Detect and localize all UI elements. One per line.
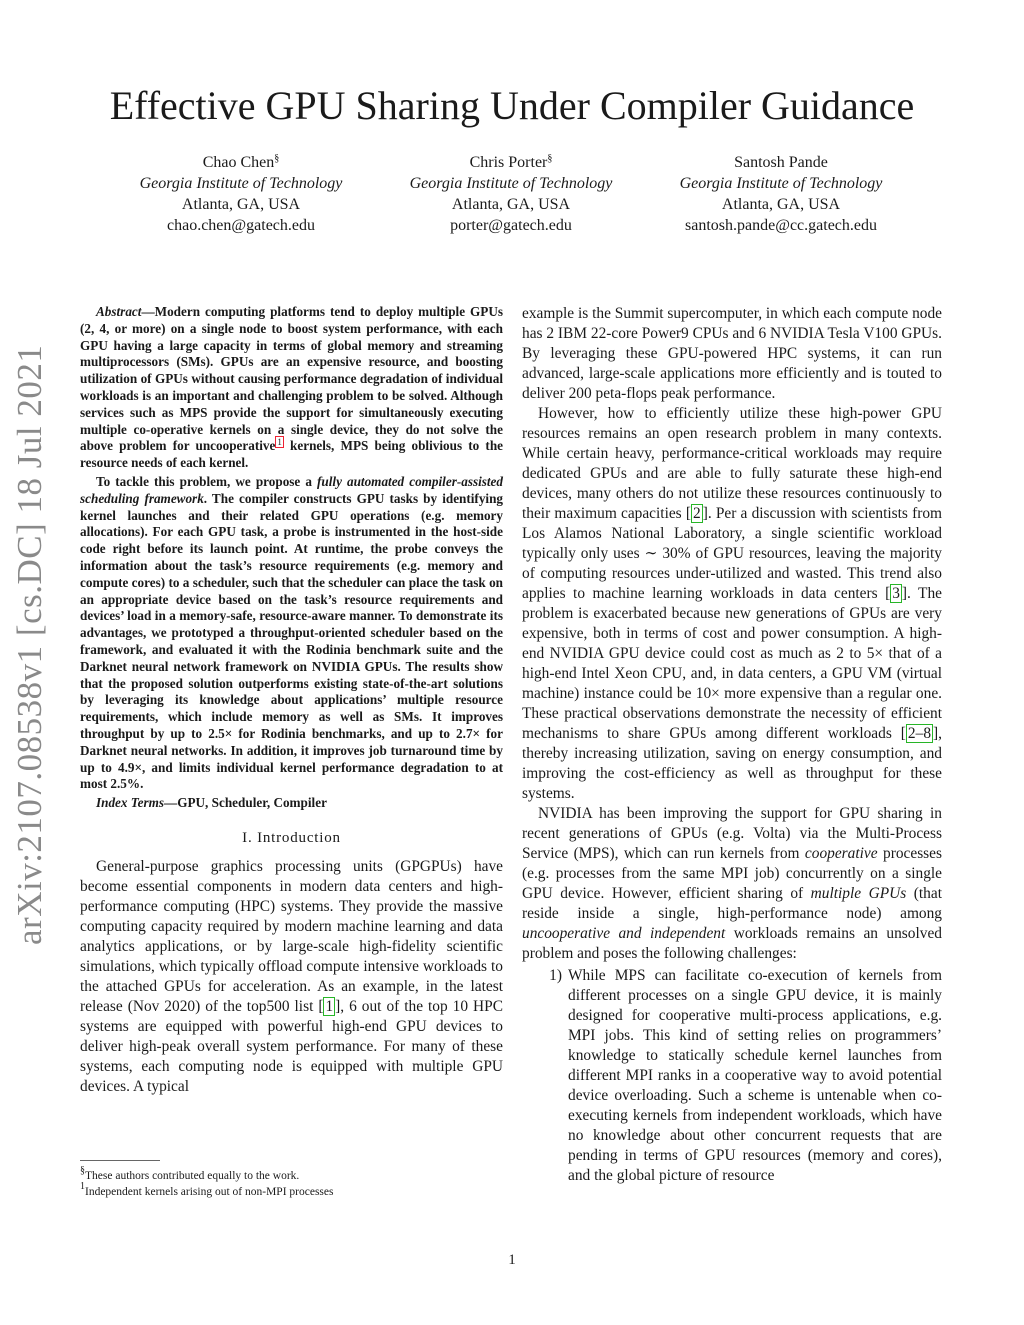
left-column: [80, 304, 503, 1097]
abstract-paragraph-2: To tackle this problem, we propose a fully automated compiler-assisted scheduling framework. The compiler constructs GPU tasks by identifying kernel launches and their related GPU operations (e.g. memory allocations). For each GPU task, a probe is instrumented in the host-side code right before its launch point. At runtime, the probe conveys the information about the task’s resource requirements (e.g. memory and compute cores) to a scheduler, such that the scheduler can place the task on an appropriate device based on the task’s resource requirements and devices’ load in a memory-safe, resource-aware manner. To demonstrate its advantages, we prototyped a throughput-oriented scheduler based on the framework, and evaluated it with the Rodinia benchmark suite and the Darknet neural network framework on NVIDIA GPUs. The results show that the proposed solution outperforms existing state-of-the-art solutions by leveraging its knowledge about applications’ multiple resource requirements, which include memory as well as SMs. It improves throughput by up to 2.5× for Rodinia benchmarks, and up to 2.7× for Darknet neural networks. In addition, it improves job turnaround time by up to 4.9×, and limits individual kernel performance degradation to at most 2.5%.: [80, 473, 504, 792]
right-column: [522, 304, 942, 1186]
author-1: [91, 152, 391, 236]
author-affiliation: Georgia Institute of Technology: [139, 175, 343, 192]
index-terms: Index Terms—GPU, Scheduler, Compiler: [96, 795, 327, 811]
citation-link[interactable]: 2: [692, 505, 701, 522]
paragraph-mps: NVIDIA has been improving the support for GPU sharing in recent generations of GPUs (e.g. Volta) via the Multi-Process Service (MPS), which can run kernels from cooperative processes (e.g. processes from the same MPI job) concurrently on a single GPU device. However, efficient sharing of multiple GPUs (that reside inside a single, high-performance node) among uncooperative and independent workloads remains an unsolved problem and poses the following challenges:: [522, 805, 942, 962]
intro-paragraph: General-purpose graphics processing units (GPGPUs) have become essential components in modern data centers and high-performance computing (HPC) systems. They provide the massive computing capacity required by modern machine learning and data analytics applications, or by large-scale high-fidelity scientific simulations, which typically offload compute intensive workloads to the attached GPUs for acceleration. As an example, in the latest release (Nov 2020) of the top500 list [ 1 ], 6 out of the top 10 HPC systems are equipped with powerful high-end GPU devices to deliver high-peak overall system performance. For many of these systems, each computing node is equipped with multiple GPU devices. A typical: [80, 857, 503, 1095]
author-affiliation: Georgia Institute of Technology: [679, 175, 883, 192]
paragraph-efficiency: However, how to efficiently utilize these high-power GPU resources remains an open research problem in many contexts. While certain heavy, performance-critical workloads may require dedicated GPUs and are able to fully saturate these high-end devices, many others do not utilize these resources continuously to their maximum capacities [ 2 ]. Per a discussion with scientists from Los Alamos National Laboratory, a single scientific workload typically only uses ∼ 30% of GPU resources, leaving the majority of computing resources under-utilized and wasted. This trend also applies to machine learning workloads in data centers [ 3 ]. The problem is exacerbated because new generations of GPUs are very expensive, both in terms of cost and power consumption. A high-end NVIDIA GPU device could cost as much as 2 to 5× that of a high-end Intel Xeon CPU, and, in data centers, a GPU VM (virtual machine) instance could be 10× more expensive than a regular one. These practical observations demonstrate the necessity of efficient mechanisms to share GPUs among different workloads [ 2–8 ], thereby increasing utilization, saving on energy consumption, and improving the cost-efficiency as well as throughput for these systems.: [522, 405, 942, 802]
citation-link[interactable]: 3: [892, 585, 900, 602]
author-mark: §: [547, 153, 553, 164]
list-number: 1): [549, 967, 562, 984]
footnote: $^1$Independent kernels arising out of non-MPI processes: [80, 1181, 334, 1198]
footnote-link[interactable]: 1: [277, 437, 282, 448]
index-terms-label: Index Terms: [96, 795, 165, 811]
footnote: §These authors contributed equally to the work.: [80, 1165, 300, 1182]
author-email[interactable]: chao.chen@gatech.edu: [167, 217, 315, 234]
paper-title: Effective GPU Sharing Under Compiler Guidance: [109, 83, 915, 128]
author-affiliation: Georgia Institute of Technology: [409, 175, 613, 192]
author-location: Atlanta, GA, USA: [451, 196, 571, 213]
citation-link[interactable]: 1: [325, 997, 334, 1015]
footnotes: [80, 1165, 503, 1200]
author-3: [631, 152, 931, 236]
author-2: [361, 152, 661, 236]
author-name: Santosh Pande: [734, 154, 828, 171]
section-heading: I. Introduction: [242, 829, 341, 846]
abstract-paragraph: Abstract—Modern computing platforms tend to deploy multiple GPUs (2, 4, or more) on a single node to boost system performance, with each GPU having a large capacity in terms of global memory and streaming multiprocessors (SMs). GPUs are an expensive resource, and boosting utilization of GPUs without causing performance degradation of individual workloads is an important and challenging problem to be solved. Although services such as MPS provide the support for simultaneously executing multiple co-operative kernels on a single device, they do not solve the above problem for uncooperative $^1$ kernels, MPS being oblivious to the resource needs of each kernel.: [80, 304, 504, 471]
list-text: While MPS can facilitate co-execution of kernels from different processes on a single GPU device, it is mainly designed for cooperative multi-process applications, e.g. MPI jobs. This kind of setting relies on programmers’ knowledge to statically schedule kernel launches from different MPI ranks in a cooperative way to avoid potential device overloading. Such a scheme is untenable when co-executing kernels from independent workloads, which have no knowledge about other concurrent requests that are pending in terms of GPU resources (memory and cores), and the global picture of resource: [568, 967, 942, 1184]
abstract-label: Abstract: [96, 304, 142, 319]
paragraph-continued: example is the Summit supercomputer, in which each compute node has 2 IBM 22-core Power9 CPUs and 6 NVIDIA Tesla V100 GPUs. By leveraging these GPU-powered HPC systems, it can run advanced, large-scale applications more efficiently and is touted to deliver 200 peta-flops peak performance.: [522, 305, 942, 402]
footnote-divider: [80, 1160, 160, 1161]
arxiv-stamp: arXiv:2107.08538v1 [cs.DC] 18 Jul 2021: [10, 344, 49, 945]
list-item: [522, 966, 942, 1186]
page-number: 1: [508, 1252, 516, 1268]
author-location: Atlanta, GA, USA: [721, 196, 841, 213]
author-name: Chris Porter: [469, 154, 548, 171]
author-location: Atlanta, GA, USA: [181, 196, 301, 213]
author-email[interactable]: santosh.pande@cc.gatech.edu: [685, 217, 877, 234]
author-email[interactable]: porter@gatech.edu: [450, 217, 572, 234]
citation-link[interactable]: 2–8: [907, 725, 932, 742]
author-mark: §: [274, 153, 280, 164]
author-name: Chao Chen: [202, 154, 275, 171]
